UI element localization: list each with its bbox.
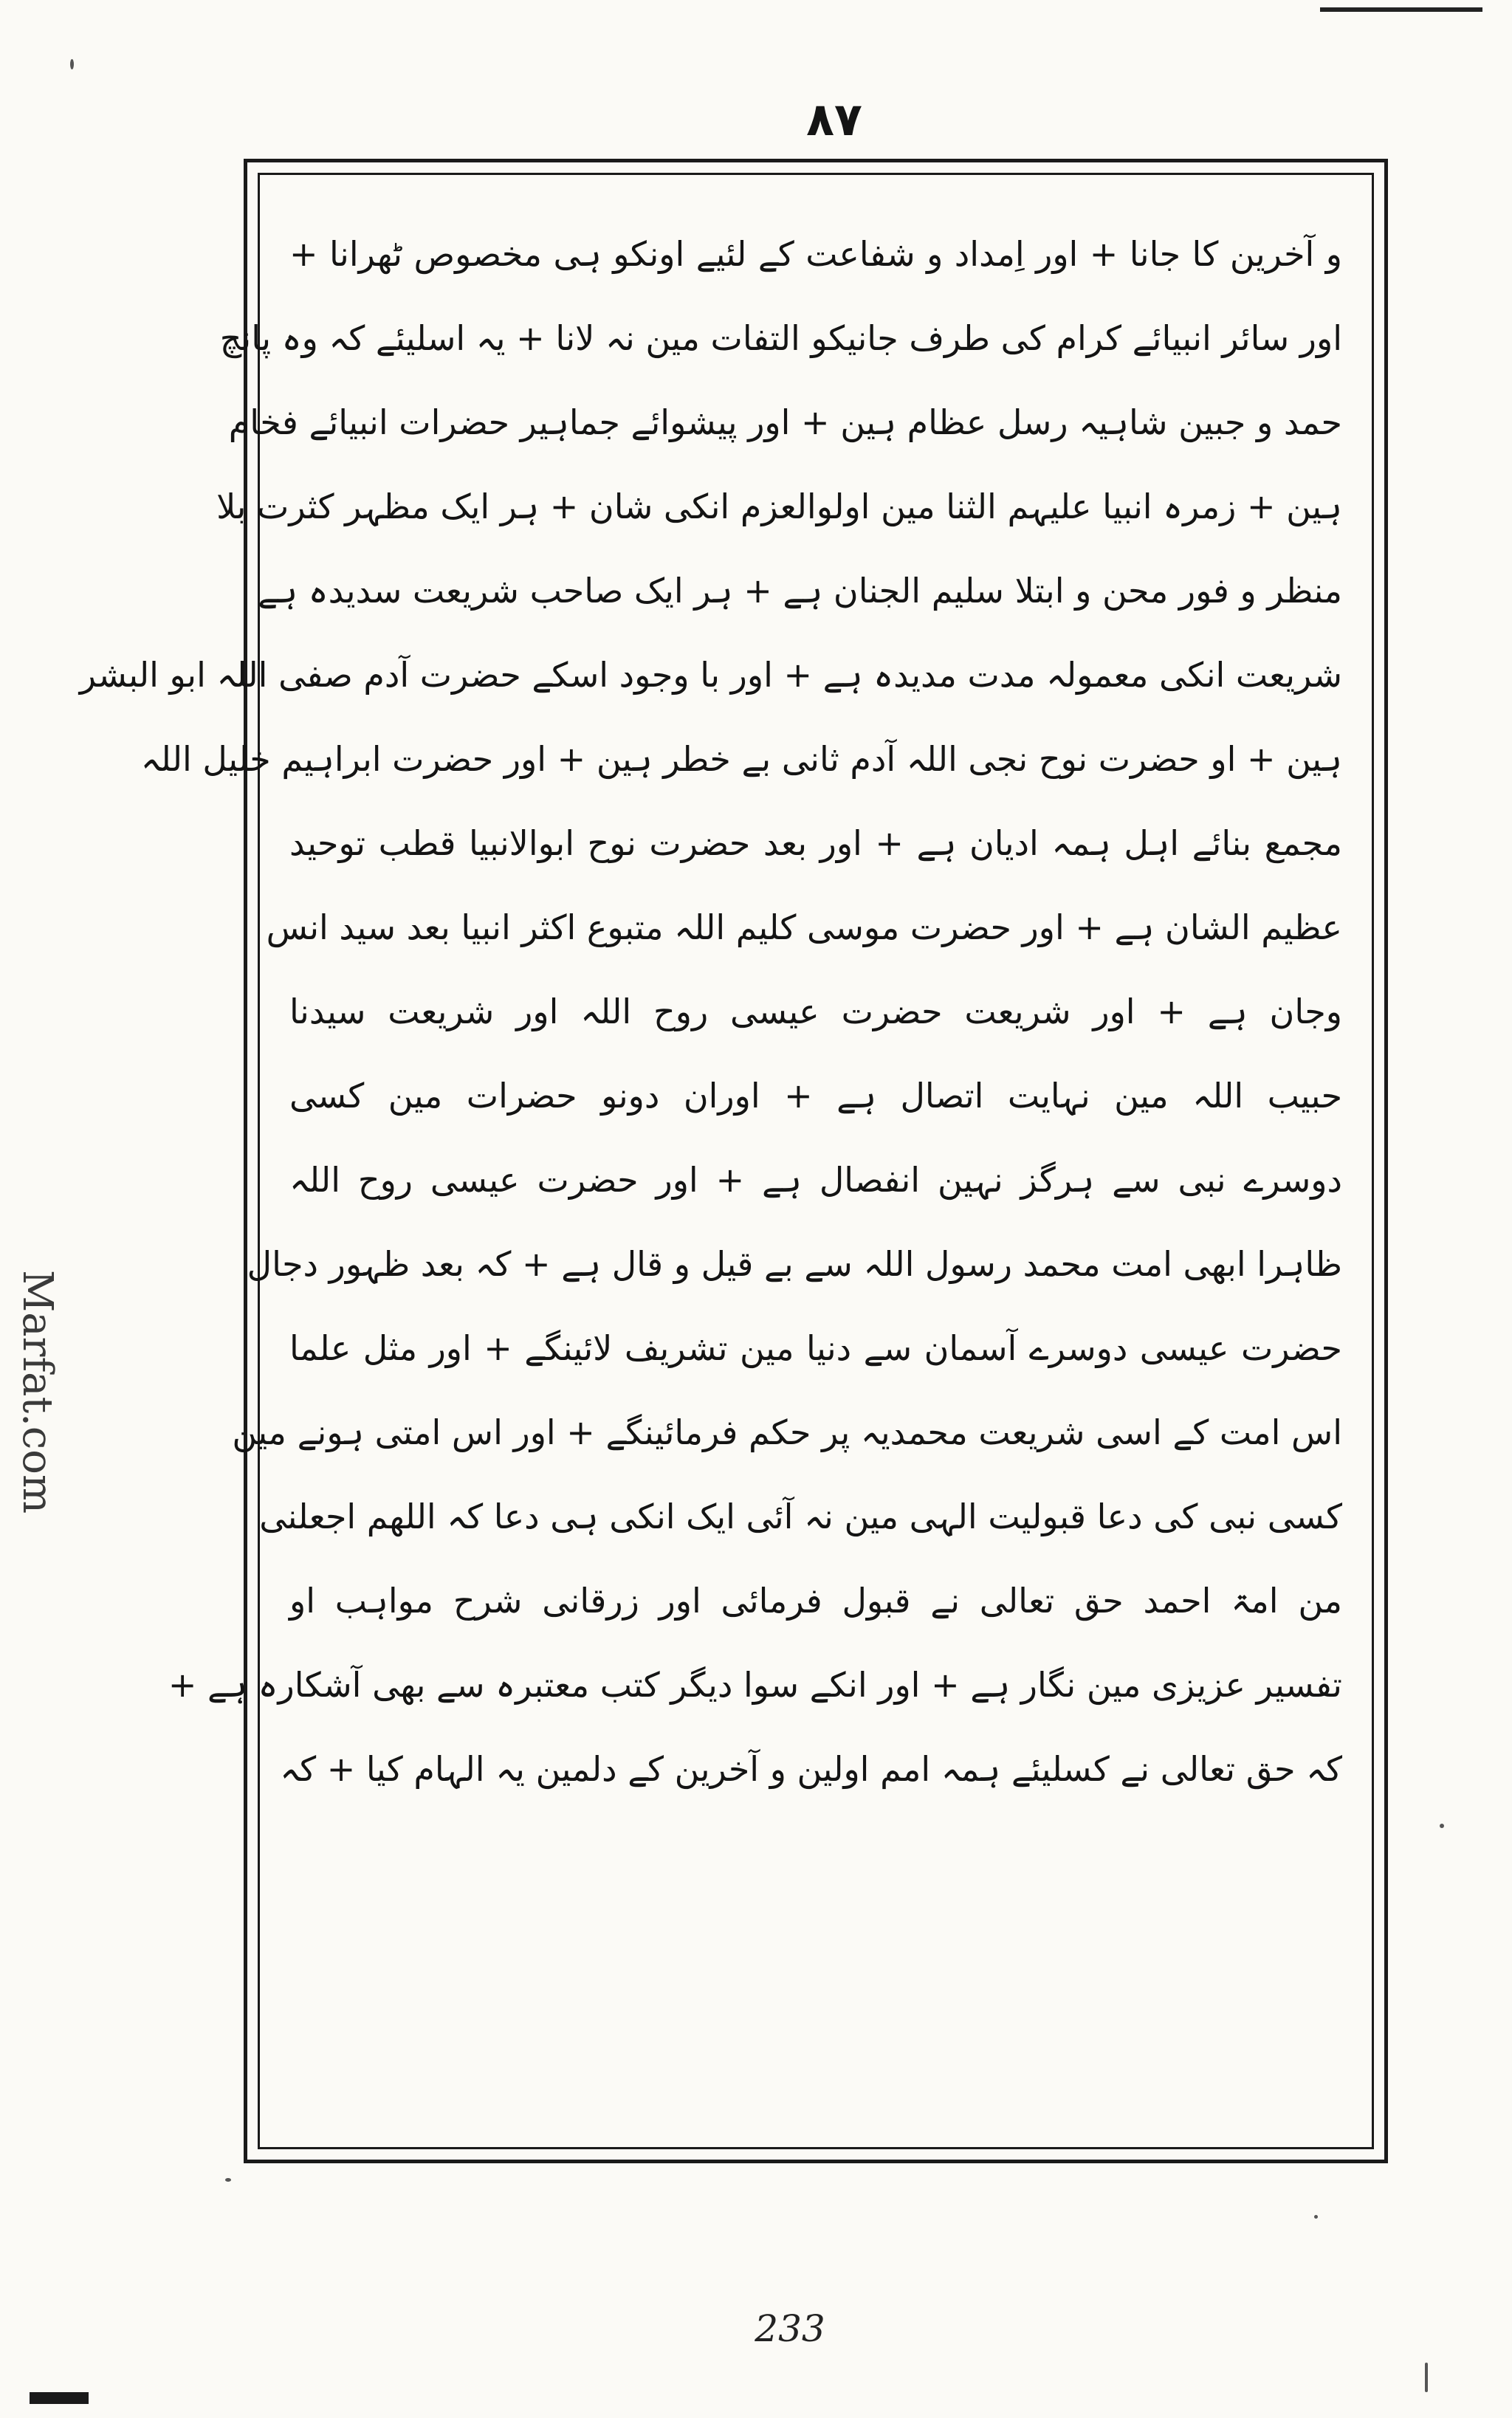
text-line: منظر و فور محن و ابتلا سلیم الجنان ہے + ہر ایک صاحب شریعت سدیدہ ہے <box>258 571 1342 611</box>
top-page-number: ۸۷ <box>806 92 862 146</box>
text-line: حمد و جبین شاہیہ رسل عظام ہین + اور پیشوائے جماہیر حضرات انبیائے فخام <box>228 402 1342 442</box>
text-line: کسی نبی کی دعا قبولیت الہی مین نہ آئی ایک انکی ہی دعا کہ اللھم اجعلنی <box>259 1497 1342 1536</box>
scan-speck <box>1314 2215 1318 2219</box>
text-frame-outer <box>79 159 1388 2163</box>
scan-speck <box>1440 1824 1444 1828</box>
text-line: دوسرے نبی سے ہرگز نہین انفصال ہے + اور حضرت عیسی روح اللہ <box>289 1160 1342 1200</box>
text-line: حبیب اللہ مین نہایت اتصال ہے + اوران دونو حضرات مین کسی <box>289 1076 1342 1116</box>
text-line: تفسیر عزیزی مین نگار ہے + اور انکے سوا دیگر کتب معتبرہ سے بھی آشکارہ ہے + <box>168 1665 1342 1705</box>
text-line: ہین + او حضرت نوح نجی اللہ آدم ثانی بے خطر ہین + اور حضرت ابراہیم خلیل اللہ <box>140 739 1342 779</box>
text-line: وجان ہے + اور شریعت حضرت عیسی روح اللہ اور شریعت سیدنا <box>289 992 1342 1031</box>
urdu-text-block <box>79 212 1342 2118</box>
marfat-watermark: Marfat.com <box>13 1269 61 1514</box>
text-line: عظیم الشان ہے + اور حضرت موسی کلیم اللہ متبوع اکثر انبیا بعد سید انس <box>266 907 1342 947</box>
text-line: من امۃ احمد حق تعالی نے قبول فرمائی اور زرقانی شرح مواہب او <box>289 1581 1342 1621</box>
text-line: حضرت عیسی دوسرے آسمان سے دنیا مین تشریف لائینگے + اور مثل علما <box>289 1328 1342 1368</box>
text-frame-inner <box>79 173 1374 2149</box>
text-line: اس امت کے اسی شریعت محمدیہ پر حکم فرمائینگے + اور اس امتی ہونے مین <box>232 1412 1342 1452</box>
text-line: ظاہرا ابھی امت محمد رسول اللہ سے بے قیل و قال ہے + کہ بعد ظہور دجال <box>247 1244 1342 1284</box>
scan-speck <box>1425 2363 1428 2392</box>
text-line: شریعت انکی معمولہ مدت مدیدہ ہے + اور با وجود اسکے حضرت آدم صفی اللہ ابو البشر <box>79 655 1342 695</box>
text-line: و آخرین کا جانا + اور اِمداد و شفاعت کے لئیے اونکو ہی مخصوص ٹھرانا + <box>289 234 1342 274</box>
bottom-edge-mark <box>30 2392 89 2404</box>
text-line: مجمع بنائے اہل ہمہ ادیان ہے + اور بعد حضرت نوح ابوالانبیا قطب توحید <box>289 823 1342 863</box>
bottom-page-number: 233 <box>755 2307 825 2350</box>
text-line: اور سائر انبیائے کرام کی طرف جانیکو التفات مین نہ لانا + یہ اسلیئے کہ وہ پانچ <box>219 318 1342 358</box>
top-edge-rule <box>1320 0 1482 12</box>
scan-speck <box>225 2178 231 2182</box>
text-line: ہین + زمرہ انبیا علیہم الثنا مین اولوالعزم انکی شان + ہر ایک مظہر کثرت بلا <box>216 487 1342 526</box>
text-line: کہ حق تعالی نے کسلیئے ہمہ امم اولین و آخرین کے دلمین یہ الہام کیا + کہ <box>280 1749 1342 1789</box>
scan-speck <box>70 59 74 69</box>
